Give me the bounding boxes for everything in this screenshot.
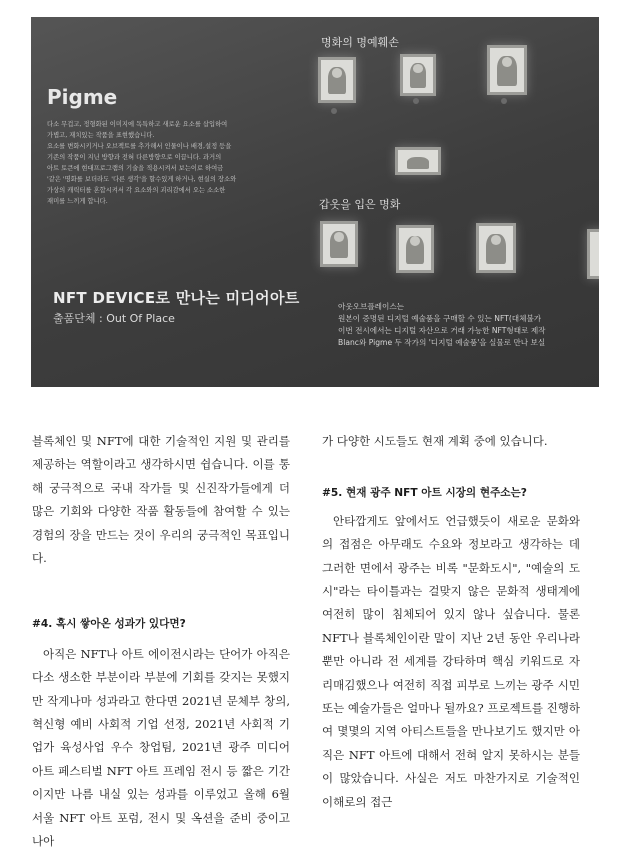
exhibition-photo [31,17,599,387]
art-frame [400,54,436,96]
paragraph: 아직은 NFT나 아트 에이전시라는 단어가 아직은 다소 생소한 부분이라 부분에 기회를 갖지는 못했지만 작게나마 성과라고 한다면 2021년 문체부 창의, 혁신형 예비 사회적 기업 선정, 2021년 사회적 기업가 육성사업 우수 창업팀, 2021년 광주 미디어 아트 페스티벌 NFT 아트 프레임 전시 등 짧은 기간이지만 나름 내실 있는 성과를 이루었고 올해 6월 서울 NFT 아트 포럼, 전시 및 옥션을 준비 중이고 나아 [32,646,290,849]
paragraph: 안타깝게도 앞에서도 언급했듯이 새로운 문화와의 접점은 아무래도 수요와 정보라고 생각하는 데 그러한 면에서 광주는 비록 "문화도시", "예술의 도시"라는 타이틀과는 걸맞지 않은 문화적 생태계에 여전히 많이 침체되어 있지 않나 싶습니다. 물론 NFT나 블록체인이란 말이 지난 2년 동안 우리나라뿐만 아니라 전 세계를 강타하며 핵심 키워드로 자리매김했으나 여전히 직접 피부로 느끼는 광주 시민 또는 예술가들은 얼마나 될까요? 프로젝트를 진행하여 몇몇의 지역 아티스트들을 만나보기도 했지만 아직은 NFT 아트에 대해서 전혀 알지 못하시는 분들이 많았습니다. 사실은 저도 마찬가지로 기술적인 이해로의 접근 [322,513,580,809]
desc-line: '같은 '명화를 보더라도 '다른 생각'을 할수있게 하거나, 현실의 장소와 [47,176,237,183]
desc-line: 다소 무겁고, 정형화된 이미지에 독특하고 새로운 요소를 삽입하여 [47,121,228,128]
photo-subheading: 출품단체 : Out Of Place [53,312,175,325]
desc-line: 가볍고, 재치있는 작품을 표현했습니다. [47,132,155,139]
right-column [322,430,580,814]
label-mid: 갑옷을 입은 명화 [319,198,401,211]
art-frame [320,221,358,267]
desc-line: 요소를 변화시키거나 오브젝트를 추가해서 인물이나 배경,설정 등을 [47,143,232,150]
note-line: Blanc와 Pigme 두 작가의 '디지털 예술품'을 실물로 만나 보실 [338,338,546,347]
art-frame [318,57,356,103]
paragraph: 가 다양한 시도들도 현재 계획 중에 있습니다. [322,434,548,448]
art-frame [476,223,516,273]
photo-note [338,301,599,349]
art-frame [587,229,599,279]
desc-line: 아트 토큰에 현대프로그램의 기술을 적용시켜서 보는이로 하여금 [47,165,224,172]
paragraph: 블록체인 및 NFT에 대한 기술적인 지원 및 관리를 제공하는 역할이라고 생각하시면 쉽습니다. 이를 통해 궁극적으로 국내 작가들 및 신진작가들에게 더 많은 기회와 다양한 작품 활동들에 참여할 수 있는 경험의 장을 만드는 것이 우리의 궁극적인 목표입니다. [32,434,290,566]
exhibit-title: Pigme [47,85,118,109]
note-line: 이번 전시에서는 디지털 자산으로 거래 가능한 NFT형태로 제작 [338,326,546,335]
desc-line: 가상의 캐릭터를 혼합시켜서 각 요소와의 괴리감에서 오는 소소한 [47,187,226,194]
desc-line: 기존의 작품이 지닌 방향과 전혀 다른방향으로 이끕니다. 과거의 [47,154,222,161]
photo-heading: NFT DEVICE로 만나는 미디어아트 [53,289,300,307]
note-line: 원본이 증명된 디지털 예술품을 구매할 수 있는 NFT(대체불가 [338,314,542,323]
art-frame [396,225,434,273]
left-column [32,430,290,854]
section-4-title: #4. 혹시 쌓아온 성과가 있다면? [32,618,186,631]
desc-line: 재미를 느끼게 합니다. [47,198,108,205]
art-frame [487,45,527,95]
section-5-title: #5. 현재 광주 NFT 아트 시장의 현주소는? [322,487,527,500]
exhibit-description [47,119,262,207]
note-line: 아웃오브플레이스는 [338,302,405,311]
label-top: 명화의 명예훼손 [321,36,399,49]
art-frame [395,147,441,175]
